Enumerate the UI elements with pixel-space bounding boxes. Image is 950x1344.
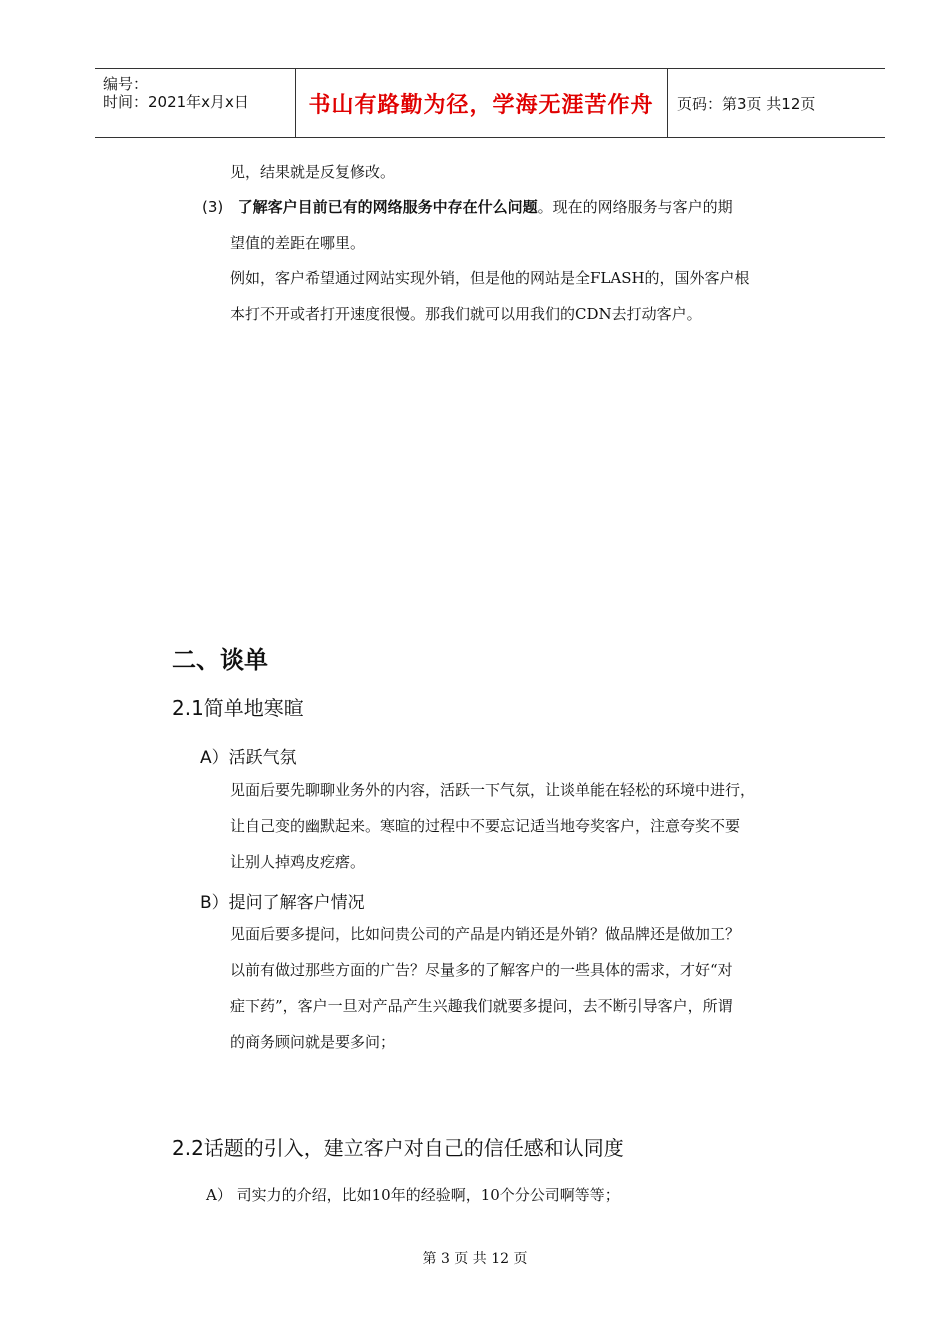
point-a-line: 让自己变的幽默起来。寒暄的过程中不要忘记适当地夸奖客户，注意夸奖不要 — [230, 817, 741, 835]
header-meta — [95, 69, 296, 137]
point-a-title: A）活跃气氛 — [200, 748, 297, 768]
doc-number-label: 编号： — [103, 75, 149, 93]
point-b-line: 的商务顾问就是要多问； — [230, 1033, 396, 1051]
item-3-text: 。现在的网络服务与客户的期 — [537, 198, 733, 216]
point-b-line: 见面后要多提问，比如问贵公司的产品是内销还是外销？做品牌还是做加工？ — [230, 925, 741, 943]
body-line-1: 见，结果就是反复修改。 — [230, 163, 396, 181]
doc-date: 时间：2021年x月x日 — [103, 93, 249, 111]
item-3-number: (3) — [202, 198, 224, 216]
point-a2-line: A） 司实力的介绍，比如10年的经验啊，10个分公司啊等等； — [206, 1186, 620, 1204]
point-b-title: B）提问了解客户情况 — [200, 893, 365, 913]
header-page-info: 页码：第3页 共12页 — [677, 94, 816, 113]
item-3-heading: 了解客户目前已有的网络服务中存在什么问题 — [237, 198, 538, 216]
section-title: 二、谈单 — [172, 646, 268, 674]
subsection-2-1-title: 2.1简单地寒暄 — [172, 696, 304, 720]
item-3 — [202, 197, 733, 217]
point-a-line: 见面后要先聊聊业务外的内容，活跃一下气氛，让谈单能在轻松的环境中进行， — [230, 781, 756, 799]
point-b-line: 症下药”，客户一旦对产品产生兴趣我们就要多提问，去不断引导客户，所谓 — [230, 997, 733, 1015]
body-line-3: 望值的差距在哪里。 — [230, 234, 366, 252]
subsection-2-2-title: 2.2话题的引入，建立客户对自己的信任感和认同度 — [172, 1136, 624, 1160]
header-motto: 书山有路勤为径，学海无涯苦作舟 — [295, 69, 668, 137]
body-line-5: 本打不开或者打开速度很慢。那我们就可以用我们的CDN去打动客户。 — [230, 305, 702, 323]
point-a-line: 让别人掉鸡皮疙瘩。 — [230, 853, 366, 871]
body-line-4: 例如，客户希望通过网站实现外销，但是他的网站是全FLASH的，国外客户根 — [230, 269, 750, 287]
point-b-line: 以前有做过那些方面的广告？尽量多的了解客户的一些具体的需求，才好“对 — [230, 961, 733, 979]
page-header — [95, 68, 885, 138]
page-footer: 第 3 页 共 12 页 — [422, 1251, 528, 1267]
